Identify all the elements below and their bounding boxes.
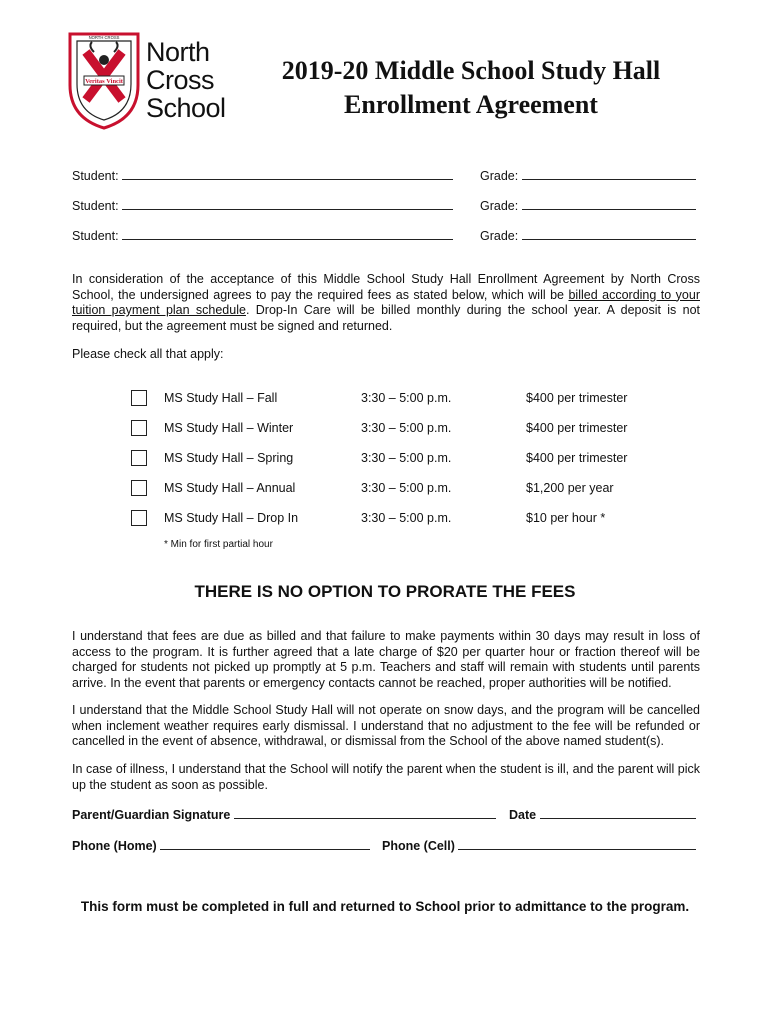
grade-label: Grade: (480, 169, 519, 183)
parent-signature-label: Parent/Guardian Signature (72, 808, 231, 822)
grade-field-2[interactable] (480, 198, 696, 213)
fees-paragraph: I understand that fees are due as billed and that failure to make payments within 30 days may result in loss of access to the program. It is further agreed that a late charge of $20 per quarter hour or fraction thereof will be charged for students not picked up promptly at 5 p.m. Teachers and staff will remain with students until parents arrive. In the event that parents or emergency contacts cannot be reached, proper authorities will be notified. (72, 629, 700, 690)
option-price: $400 per trimester (526, 391, 628, 405)
student-line[interactable] (122, 228, 453, 240)
option-name: MS Study Hall – Winter (164, 421, 294, 435)
intro-text-2: . Drop-In Care will be billed monthly during the school year. A deposit is not required, but the agreement must be signed and returned. (72, 303, 700, 333)
student-label: Student: (72, 199, 119, 213)
phone-cell-field[interactable] (382, 838, 696, 853)
page-title (236, 54, 706, 122)
date-line[interactable] (540, 807, 696, 819)
checkbox-winter[interactable] (131, 420, 147, 436)
student-field-2[interactable] (72, 198, 453, 213)
option-time: 3:30 – 5:00 p.m. (361, 391, 452, 405)
option-price: $10 per hour * (526, 511, 606, 525)
grade-line[interactable] (522, 198, 696, 210)
grade-line[interactable] (522, 168, 696, 180)
school-seal-logo (64, 30, 144, 130)
checkbox-spring[interactable] (131, 450, 147, 466)
title-line1: 2019-20 Middle School Study Hall (281, 56, 661, 85)
parent-signature-line[interactable] (234, 807, 496, 819)
illness-paragraph: In case of illness, I understand that the School will notify the parent when the student is ill, and the parent will pick up the student as soon as possible. (72, 762, 700, 792)
school-name-line1: North (146, 37, 210, 67)
title-line2: Enrollment Agreement (344, 90, 598, 119)
checkbox-annual[interactable] (131, 480, 147, 496)
grade-label: Grade: (480, 229, 519, 243)
checkbox-fall[interactable] (131, 390, 147, 406)
phone-home-line[interactable] (160, 838, 370, 850)
option-price: $400 per trimester (526, 421, 628, 435)
student-line[interactable] (122, 198, 453, 210)
weather-paragraph: I understand that the Middle School Study Hall will not operate on snow days, and the program will be cancelled when inclement weather requires early dismissal. I understand that no adjustment to the fee will be refunded or cancelled in the event of absence, withdrawal, or dismissal from the School of the above named student(s). (72, 703, 700, 748)
option-time: 3:30 – 5:00 p.m. (361, 511, 452, 525)
student-field-3[interactable] (72, 228, 453, 243)
option-time: 3:30 – 5:00 p.m. (361, 481, 452, 495)
option-time: 3:30 – 5:00 p.m. (361, 451, 452, 465)
student-label: Student: (72, 169, 119, 183)
grade-field-1[interactable] (480, 168, 696, 183)
checkbox-drop-in[interactable] (131, 510, 147, 526)
option-name: MS Study Hall – Spring (164, 451, 294, 465)
check-prompt: Please check all that apply: (72, 347, 224, 361)
seal-banner: Veritas Vincit (85, 78, 123, 85)
school-name-line3: School (146, 93, 226, 123)
intro-paragraph (72, 272, 700, 334)
school-name (146, 38, 226, 122)
intro-underlined-text: billed according to your tuition payment plan schedule (72, 287, 700, 317)
phone-home-field[interactable] (72, 838, 370, 853)
option-name: MS Study Hall – Drop In (164, 511, 299, 525)
grade-line[interactable] (522, 228, 696, 240)
student-field-1[interactable] (72, 168, 453, 183)
footnote: * Min for first partial hour (164, 539, 273, 550)
student-label: Student: (72, 229, 119, 243)
grade-label: Grade: (480, 199, 519, 213)
option-name: MS Study Hall – Annual (164, 481, 296, 495)
svg-text:NORTH CROSS: NORTH CROSS (88, 35, 120, 40)
parent-signature-field[interactable] (72, 807, 496, 822)
option-price: $1,200 per year (526, 481, 614, 495)
prorate-heading: THERE IS NO OPTION TO PRORATE THE FEES (194, 582, 576, 601)
phone-cell-line[interactable] (458, 838, 696, 850)
footer-notice: This form must be completed in full and returned to School prior to admittance to the program. (80, 899, 690, 914)
option-name: MS Study Hall – Fall (164, 391, 278, 405)
date-field[interactable] (509, 807, 696, 822)
school-name-line2: Cross (146, 65, 215, 95)
option-time: 3:30 – 5:00 p.m. (361, 421, 452, 435)
option-price: $400 per trimester (526, 451, 628, 465)
intro-text-1: In consideration of the acceptance of this Middle School Study Hall Enrollment Agreement by North Cross School, the undersigned agrees to pay the required fees as stated below, which will be (72, 272, 700, 302)
grade-field-3[interactable] (480, 228, 696, 243)
date-label: Date (509, 808, 537, 822)
phone-cell-label: Phone (Cell) (382, 839, 455, 853)
student-line[interactable] (122, 168, 453, 180)
phone-home-label: Phone (Home) (72, 839, 157, 853)
